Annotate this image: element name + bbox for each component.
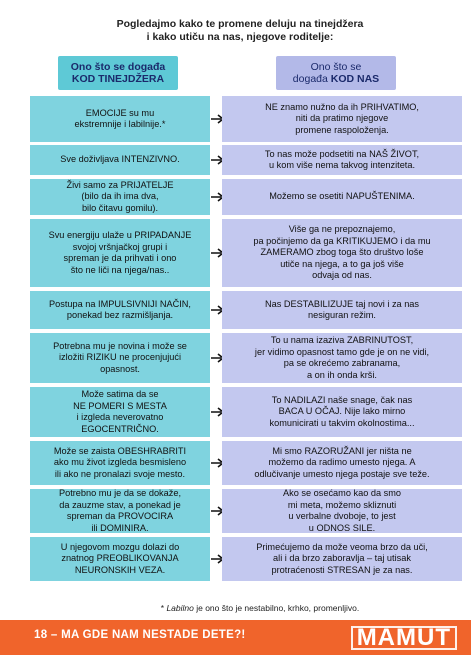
table-row [30, 537, 462, 581]
teen-cell-text: Potrebno mu je da se dokaže, da zauzme stav, a ponekad je spreman da PROVOCIRA ili DOMINIRA. [58, 488, 182, 533]
parent-cell-text: Mi smo RAZORUŽANI jer ništa ne možemo da radimo umesto njega. A odlučivanje umesto njega postaje sve teže. [254, 445, 430, 479]
parent-cell-text: NE znamo nužno da ih PRIHVATIMO, niti da pratimo njegove promene raspoloženja. [265, 101, 419, 135]
mamut-logo [351, 626, 457, 650]
footnote-star: * [160, 603, 167, 613]
teen-cell-text: Potrebna mu je novina i može se izložiti RIZIKU ne procenjujući opasnost. [53, 340, 187, 374]
teen-cell-text: U njegovom mozgu dolazi do znatnog PREOBLIKOVANJA NEURONSKIH VEZA. [60, 541, 180, 575]
parent-cell [222, 96, 462, 142]
parent-cell-text: Možemo se osetiti NAPUŠTENIMA. [269, 191, 415, 202]
table-row [30, 145, 462, 175]
parent-cell [222, 441, 462, 485]
intro-text [60, 18, 420, 44]
teen-cell [30, 441, 210, 485]
footer-page-label: 18 – MA GDE NAM NESTADE DETE?! [34, 629, 246, 641]
parent-cell-text: Ako se osećamo kao da smo mi meta, možemo skliznuti u verbalne dvoboje, to jest u ODNOS SILE. [283, 488, 401, 533]
teen-cell [30, 489, 210, 533]
parent-column-header [276, 56, 396, 90]
parent-cell [222, 489, 462, 533]
footnote [100, 603, 420, 613]
table-row [30, 219, 462, 287]
parent-cell-text: Primećujemo da može veoma brzo da uči, ali i da brzo zaboravlja – taj utisak protraćenosti STRESAN je za nas. [256, 541, 428, 575]
parent-cell-text: Više ga ne prepoznajemo, pa počinjemo da ga KRITIKUJEMO i da mu ZAMERAMO zbog toga što društvo loše utiče na njega, a to ga još više odvaja od nas. [253, 224, 431, 281]
teen-cell-text: Svu energiju ulaže u PRIPADANJE svojoj vršnjačkoj grupi i spreman je da prihvati i ono što ne liči na njega/nas.. [48, 230, 192, 275]
footnote-text: je ono što je nestabilno, krhko, promenljivo. [193, 603, 360, 613]
table-row [30, 387, 462, 437]
teen-cell-text: Sve doživljava INTENZIVNO. [60, 154, 180, 165]
parent-cell-text: To u nama izaziva ZABRINUTOST, jer vidimo opasnost tamo gde je on ne vidi, pa se okrećemo zabranama, a on ih onda krši. [254, 335, 430, 380]
teen-cell [30, 96, 210, 142]
teen-cell [30, 219, 210, 287]
teen-header-line-2: KOD TINEJDŽERA [71, 73, 165, 85]
teen-cell-text: Postupa na IMPULSIVNIJI NAČIN, ponekad bez razmišljanja. [49, 298, 191, 320]
parent-cell-text: To nas može podsetiti na NAŠ ŽIVOT, u kom više nema takvog intenziteta. [264, 148, 420, 170]
teen-cell [30, 387, 210, 437]
parent-cell [222, 333, 462, 383]
parent-cell [222, 219, 462, 287]
teen-cell-text: Živi samo za PRIJATELJE (bilo da ih ima dva, bilo čitavu gomilu). [66, 179, 174, 213]
table-row [30, 333, 462, 383]
teen-cell [30, 537, 210, 581]
parent-cell [222, 179, 462, 215]
teen-column-header [58, 56, 178, 90]
table-row [30, 179, 462, 215]
parent-cell [222, 145, 462, 175]
table-row [30, 441, 462, 485]
table-row [30, 291, 462, 329]
parent-header-line-2a: događa [292, 73, 331, 85]
page-footer [0, 620, 471, 655]
parent-header-line-2b: KOD NAS [330, 73, 380, 85]
parent-cell [222, 537, 462, 581]
teen-cell [30, 291, 210, 329]
teen-cell [30, 145, 210, 175]
teen-cell-text: Može se zaista OBESHRABRITI ako mu život izgleda besmisleno ili ako ne pronalazi svoje mesto. [53, 445, 187, 479]
parent-header-line-1: Ono što se [310, 61, 362, 73]
teen-header-line-1: Ono što se događa [70, 61, 166, 73]
teen-cell-text: Može satima da se NE POMERI S MESTA i izgleda neverovatno EGOCENTRIČNO. [73, 389, 167, 434]
table-row [30, 489, 462, 533]
footnote-term: Labilno [166, 603, 194, 613]
teen-cell-text: EMOCIJE su mu ekstremnije i labilnije.* [74, 107, 166, 129]
table-row [30, 96, 462, 142]
parent-cell-text: Nas DESTABILIZUJE taj novi i za nas nesiguran režim. [264, 298, 420, 320]
logo-text: MAMUT [351, 626, 457, 650]
parent-cell [222, 291, 462, 329]
intro-line-1: Pogledajmo kako te promene deluju na tinejdžera [116, 18, 364, 30]
teen-cell [30, 179, 210, 215]
teen-cell [30, 333, 210, 383]
intro-line-2: i kako utiču na nas, njegove roditelje: [146, 31, 334, 43]
parent-cell-text: To NADILAZI naše snage, čak nas BACA U OČAJ. Nije lako mirno komunicirati u takvim okolnostima... [269, 394, 415, 428]
parent-cell [222, 387, 462, 437]
